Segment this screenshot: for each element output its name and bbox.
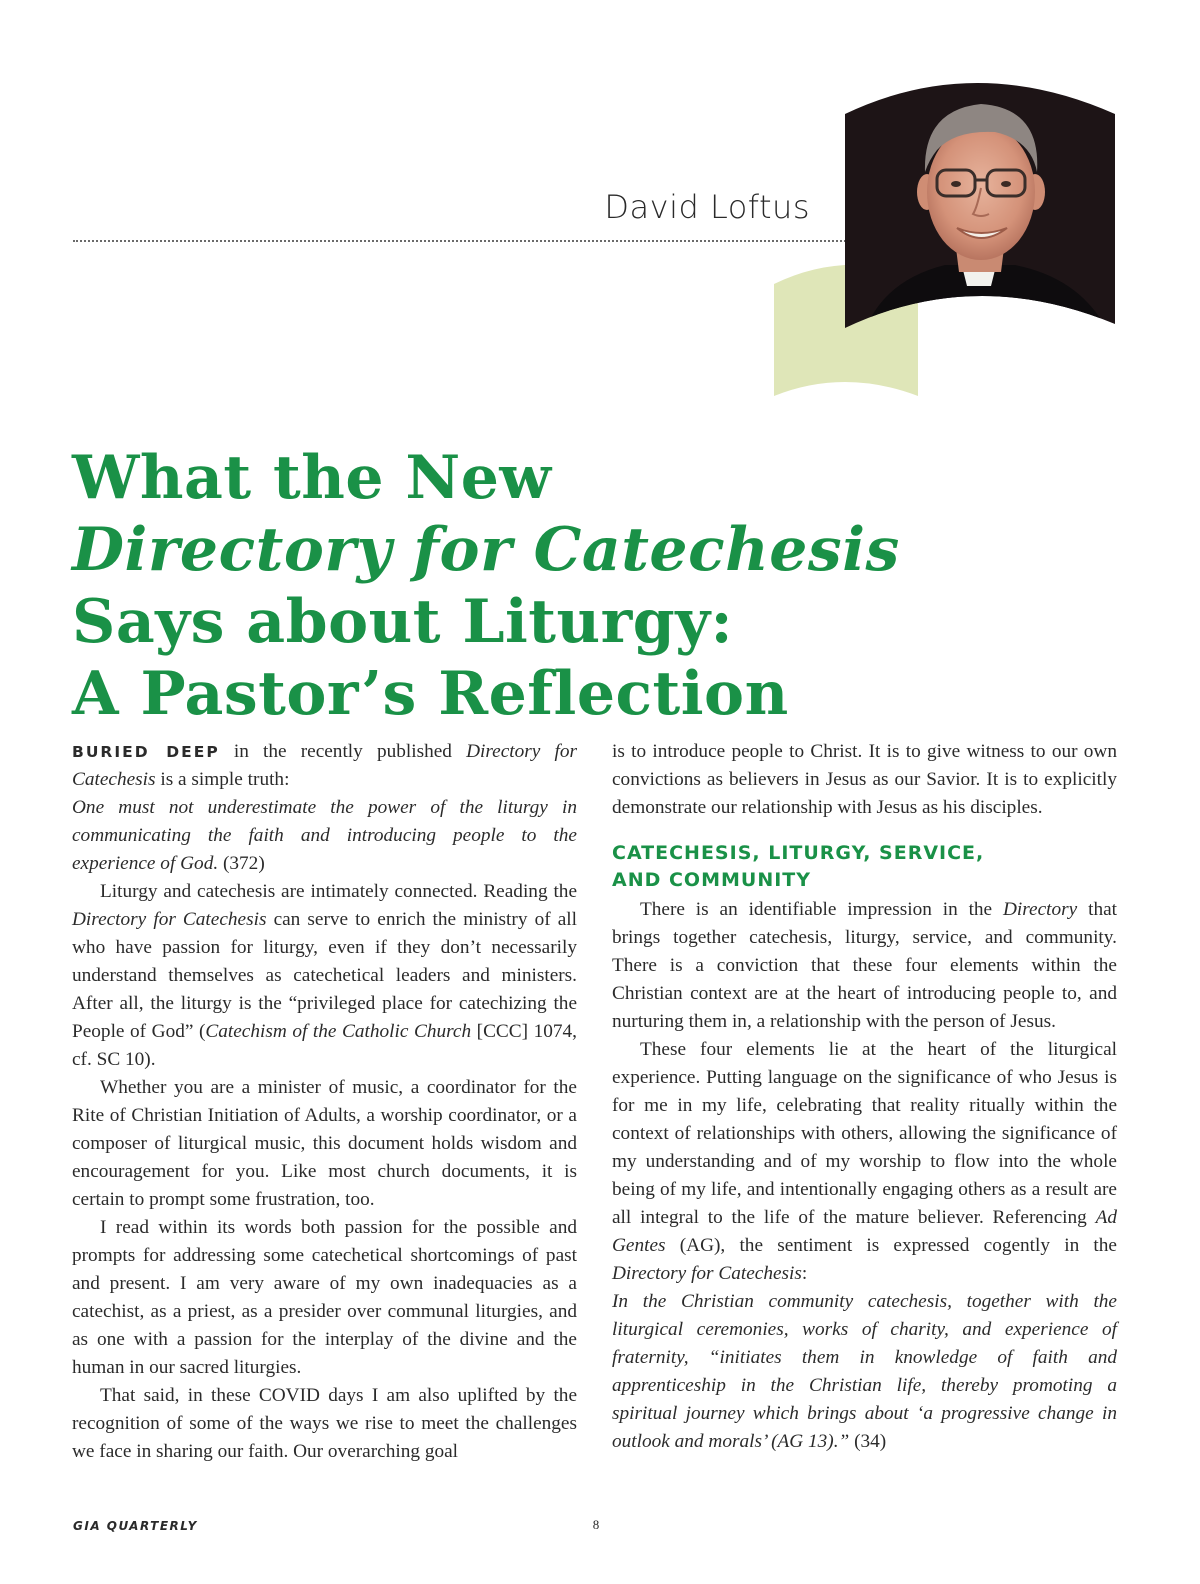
paragraph: is to introduce people to Christ. It is to give witness to our own convictions as believers in Jesus as our Savior. It is to explicitly demonstrate our relationship with Jesus as his disciples.	[612, 741, 1117, 818]
lead-text-end: is a simple truth:	[155, 769, 290, 790]
paragraph-text: :	[801, 1263, 808, 1284]
publication-name: GIA QUARTERLY	[73, 1519, 198, 1533]
page-number: 8	[592, 1517, 600, 1532]
lead-in-caps: BURIED DEEP	[72, 743, 220, 761]
right-column	[612, 738, 1117, 1456]
paragraph-text: Liturgy and catechesis are intimately connected. Reading the	[100, 881, 577, 902]
paragraph	[72, 878, 577, 1074]
paragraph: Whether you are a minister of music, a coordinator for the Rite of Christian Initiation of Adults, a worship coordinator, or a composer of liturgical music, this document holds wisdom and encouragement for you. Like most church documents, it is certain to prompt some frustration, too.	[72, 1077, 577, 1210]
paragraph	[612, 1036, 1117, 1288]
paragraph: That said, in these COVID days I am also uplifted by the recognition of some of the ways we rise to meet the challenges we face in sharing our faith. Our overarching goal	[72, 1385, 577, 1462]
title-line-2: Directory for Catechesis	[72, 515, 900, 585]
title-line-1: What the New	[72, 443, 552, 513]
paragraph-text: There is an identifiable impression in the	[640, 899, 1003, 920]
quote-ref: (34)	[849, 1431, 887, 1452]
article-title	[72, 442, 972, 730]
lead-text: in the recently published	[219, 741, 467, 762]
quote-text: In the Christian community catechesis, together with the liturgical ceremonies, works of charity, and experience of fraternity, “initiates them in knowledge of faith and apprenticeship in the Christian life, thereby promoting a spiritual journey which brings about ‘a progressive change in outlook and morals’ (AG 13).”	[612, 1291, 1117, 1452]
lead-paragraph	[72, 738, 577, 794]
paragraph-text: (AG), the sentiment is expressed cogently in the	[665, 1235, 1117, 1256]
title-line-4: A Pastor’s Reflection	[72, 659, 789, 729]
section-heading-line-2: AND COMMUNITY	[612, 869, 812, 891]
quote-text: One must not underestimate the power of the liturgy in communicating the faith and introducing people to the experience of God.	[72, 797, 577, 874]
paragraph-italic: Directory for Catechesis	[72, 909, 267, 930]
lead-italic: Directory for Catechesis	[72, 741, 577, 790]
author-photo-icon	[845, 80, 1117, 330]
paragraph-text: [CCC] 1074, cf. SC 10).	[72, 1021, 578, 1070]
paragraph-text: These four elements lie at the heart of the liturgical experience. Putting language on the significance of who Jesus is for me in my life, celebrating that reality ritually within the context of relationships with others, allowing the significance of my understanding and of my worship to flow into the whole being of my life, and intentionally engaging others as a result are all integral to the life of the mature believer. Referencing	[612, 1039, 1117, 1228]
paragraph: I read within its words both passion for the possible and prompts for addressing some catechetical shortcomings of past and present. I am very aware of my own inadequacies as a catechist, as a priest, as a presider over communal liturgies, and as one with a passion for the interplay of the divine and the human in our sacred liturgies.	[72, 1217, 577, 1378]
author-name: David Loftus	[604, 188, 810, 226]
quote-ref: (372)	[218, 853, 265, 874]
paragraph	[612, 896, 1117, 1036]
paragraph-italic: Ad Gentes	[612, 1207, 1117, 1256]
paragraph-italic: Directory for Catechesis	[612, 1263, 802, 1284]
block-quote	[612, 1288, 1117, 1456]
paragraph-text: that brings together catechesis, liturgy, service, and community. There is a conviction that these four elements within the Christian context are at the heart of introducing people to, and nurturing them in, a relationship with the person of Jesus.	[612, 899, 1118, 1032]
left-column	[72, 738, 577, 1466]
block-quote	[72, 794, 577, 878]
section-heading	[612, 840, 1117, 894]
title-line-3: Says about Liturgy:	[72, 587, 734, 657]
dotted-divider	[73, 240, 853, 242]
section-heading-line-1: CATECHESIS, LITURGY, SERVICE,	[612, 842, 985, 864]
paragraph-italic: Catechism of the Catholic Church	[205, 1021, 472, 1042]
paragraph-italic: Directory	[1002, 899, 1078, 920]
paragraph-text: can serve to enrich the ministry of all who have passion for liturgy, even if they don’t necessarily understand themselves as catechetical leaders and ministers. After all, the liturgy is the “privileged place for catechizing the People of God” (	[72, 909, 577, 1042]
